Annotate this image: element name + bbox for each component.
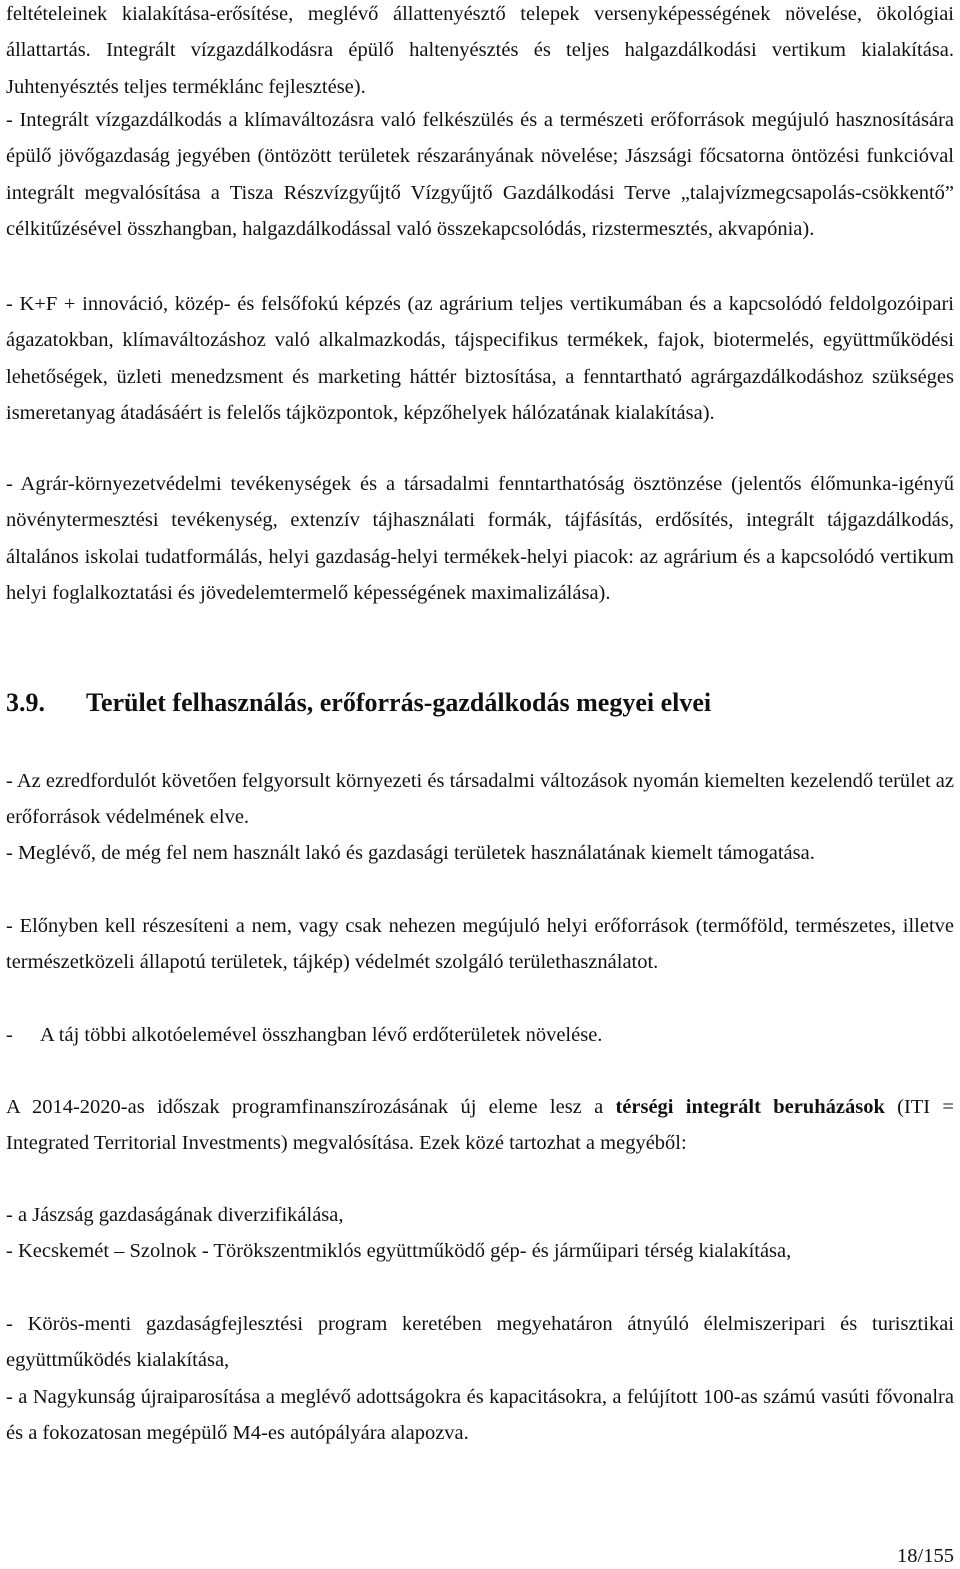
- paragraph-water-management: - Integrált vízgazdálkodás a klímaváltozásra való felkészülés és a természeti erőforrások megújuló hasznosítására épülő jövőgazdaság jegyében (öntözött területek részarányának növelése; Jászsági főcsatorna öntözési funkcióval integrált megvalósítása a Tisza Részvízgyűjtő Vízgyűjtő Gazdálkodási Terve „talajvízmegcsapolás-csökkentő” célkitűzésével összhangban, halgazdálkodással való összekapcsolódás, rizstermesztés, akvapónia).: [6, 109, 954, 241]
- iti-list-item: - Kecskemét – Szolnok - Törökszentmiklós együttműködő gép- és járműipari térség kialakítása,: [6, 1240, 792, 1262]
- list-dash: -: [6, 1024, 13, 1046]
- principle-item-text: A táj többi alkotóelemével összhangban lévő erdőterületek növelése.: [40, 1024, 603, 1046]
- paragraph-agri-environment: - Agrár-környezetvédelmi tevékenységek és a társadalmi fenntarthatóság ösztönzése (jelentős élőmunka-igényű növénytermesztési tevékenység, extenzív tájhasználati formák, tájfásítás, erdősítés, integrált tájgazdálkodás, általános iskolai tudatformálás, helyi gazdaság-helyi termékek-helyi piacok: az agrárium és a kapcsolódó vertikum helyi foglalkoztatási és jövedelemtermelő képességének maximalizálása).: [6, 473, 954, 605]
- page-number: 18/155: [897, 1545, 954, 1567]
- iti-text-after: (ITI = Integrated Territorial Investments) megvalósítása. Ezek közé tartozhat a megyéből:: [6, 1096, 954, 1155]
- principle-item: - Előnyben kell részesíteni a nem, vagy csak nehezen megújuló helyi erőforrások (termőföld, természetes, illetve természetközeli állapotú területek, tájkép) védelmét szolgáló területhasználatot.: [6, 915, 954, 974]
- section-heading: [6, 683, 954, 723]
- principle-item: - Meglévő, de még fel nem használt lakó és gazdasági területek használatának kiemelt támogatása.: [6, 842, 815, 864]
- iti-list-item: - a Nagykunság újraiparosítása a meglévő adottságokra és kapacitásokra, a felújított 100-as számú vasúti fővonalra és a fokozatosan megépülő M4-es autópályára alapozva.: [6, 1386, 954, 1445]
- paragraph-rnd-innovation: - K+F + innováció, közép- és felsőfokú képzés (az agrárium teljes vertikumában és a kapcsolódó feldolgozóipari ágazatokban, klímaváltozáshoz való alkalmazkodás, tájspecifikus termékek, fajok, biotermelés, együttműködési lehetőségek, üzleti menedzsment és marketing háttér biztosítása, a fenntartható agrárgazdálkodáshoz szükséges ismeretanyag átadásáért is felelős tájközpontok, képzőhelyek hálózatának kialakítása).: [6, 293, 954, 425]
- principle-item: [6, 1017, 954, 1053]
- iti-bold-term: térségi integrált beruházások: [615, 1096, 885, 1118]
- section-title: Terület felhasználás, erőforrás-gazdálkodás megyei elvei: [86, 688, 712, 717]
- iti-text-before: A 2014-2020-as időszak programfinanszírozásának új eleme lesz a: [6, 1096, 616, 1118]
- paragraph-iti: [6, 1089, 954, 1162]
- principle-item: - Az ezredfordulót követően felgyorsult környezeti és társadalmi változások nyomán kiemelten kezelendő terület az erőforrások védelmének elve.: [6, 770, 954, 829]
- iti-list-item: - a Jászság gazdaságának diverzifikálása,: [6, 1204, 344, 1226]
- iti-list-item: - Körös-menti gazdaságfejlesztési program keretében megyehatáron átnyúló élelmiszeripari és turisztikai együttműködés kialakítása,: [6, 1313, 954, 1372]
- section-number: 3.9.: [6, 688, 45, 717]
- paragraph-livestock: feltételeinek kialakítása-erősítése, meglévő állattenyésztő telepek versenyképességének növelése, ökológiai állattartás. Integrált vízgazdálkodásra épülő haltenyésztés és teljes halgazdálkodási vertikum kialakítása. Juhtenyésztés teljes terméklánc fejlesztése).: [6, 3, 954, 98]
